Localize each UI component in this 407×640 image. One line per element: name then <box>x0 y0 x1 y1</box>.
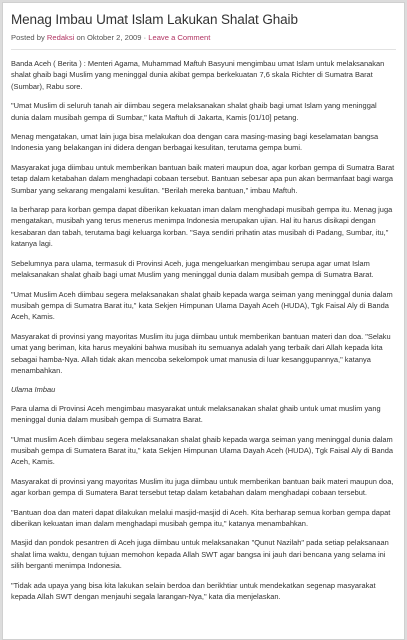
posted-by-prefix: Posted by <box>11 33 45 42</box>
article-container <box>2 2 405 640</box>
article-paragraph: "Umat Muslim Aceh diimbau segera melaksanakan shalat ghaib kepada warga seiman yang meninggal dunia dalam musibah gempa di Sumatra Barat itu," kata Sekjen Himpunan Ulama Dayah Aceh (HUDA), Tgk Faisal Aly di Banda Aceh, Kamis. <box>11 289 393 322</box>
title-divider <box>11 49 396 50</box>
post-date: on Oktober 2, 2009 <box>76 33 142 42</box>
article-paragraph: Ia berharap para korban gempa dapat diberikan kekuatan iman dalam menghadapi musibah gempa itu. Menag juga mengatakan, musibah yang terus menerus menimpa Indonesia merupakan ujian. Hal itu harus disikapi dengan kesabaran dan tabah, terutama bagi keluarga korban. "Saya sendiri prihatin atas musibah di Padang, Sumbar, itu," katanya lagi. <box>11 205 393 249</box>
article-paragraph: Masyarakat di provinsi yang mayoritas Muslim itu juga diimbau untuk memberikan bantuan materi dan doa. "Selaku umat yang beriman, kita harus meyakini bahwa musibah itu semuanya adalah yang terbaik dari Allah kepada kita sebagai hamba-Nya. Allah tidak akan mencoba sekelompok umat manusia di luar kesanggupannya," katanya menambahkan. <box>11 331 391 375</box>
author-link[interactable]: Redaksi <box>46 33 75 42</box>
article-paragraph: Masyarakat juga diimbau untuk memberikan bantuan baik materi maupun doa, agar korban gempa di Sumatra Barat tetap dalam ketabahan dalam menghadapi cobaan tersebut. Bantuan sebesar apa pun akan bermanfaat bagi warga Sumbar yang sekarang mengalami kesulitan. "Berilah mereka bantuan," imbau Maftuh. <box>11 162 395 195</box>
article-paragraph: "Umat muslim Aceh diimbau segera melaksanakan shalat ghaib kepada warga seiman yang meninggal dunia dalam musibah gempa di Sumatera Barat itu," kata Sekjen Himpunan Ulama Dayah Aceh (HUDA), Tgk Faisal Aly di Banda Aceh, Kamis. <box>11 434 393 467</box>
article-subheading: Ulama Imbau <box>11 385 56 395</box>
article-paragraph: Banda Aceh ( Berita ) : Menteri Agama, Muhammad Maftuh Basyuni mengimbau umat Islam untuk melaksanakan shalat ghaib bagi Muslim yang meninggal dunia akibat gempa berkekuatan 7,6 skala Richter di Sumatra Barat (Sumbar), Rabu sore. <box>11 59 385 91</box>
post-meta <box>11 33 396 43</box>
meta-separator: · <box>143 33 147 42</box>
article-paragraph: Sebelumnya para ulama, termasuk di Provinsi Aceh, juga mengeluarkan mengimbau serupa agar umat Islam melaksanakan shalat ghaib bagi umat Muslim yang meninggal dunia dalam musibah gempa di Sumatra Barat. <box>11 258 374 280</box>
article-body <box>11 58 396 602</box>
article-paragraph: "Tidak ada upaya yang bisa kita lakukan selain berdoa dan berikhtiar untuk mendekatkan segenap masyarakat kepada Allah SWT dengan menjauhi segala larangan-Nya," kata dia menjelaskan. <box>11 580 376 602</box>
article-paragraph: Masyarakat di provinsi yang mayoritas Muslim itu juga diimbau untuk memberikan bantuan baik materi maupun doa, agar korban gempa di Sumatera Barat tersebut tetap dalam ketabahan dalam menghadapi cobaan tersebut. <box>11 476 394 498</box>
article-paragraph: Menag mengatakan, umat lain juga bisa melakukan doa dengan cara masing-masing bagi keselamatan bangsa Indonesia yang belakangan ini didera dengan berbagai kesulitan, terutama gempa bumi. <box>11 132 379 153</box>
article-title: Menag Imbau Umat Islam Lakukan Shalat Ghaib <box>11 12 298 27</box>
article-paragraph: "Bantuan doa dan materi dapat dilakukan melalui masjid-masjid di Aceh. Kita berharap semua korban gempa dapat diberikan kekuatan iman dalam menghadapi musibah gempa itu," katanya menambahkan. <box>11 507 391 528</box>
article-paragraph: Para ulama di Provinsi Aceh mengimbau masyarakat untuk melaksanakan shalat ghaib untuk umat muslim yang meninggal dunia dalam musibah gempa di Sumatra Barat. <box>11 403 381 425</box>
article-paragraph: "Umat Muslim di seluruh tanah air diimbau segera melaksanakan shalat ghaib bagi umat Islam yang meninggal dunia dalam musibah gempa di Sumbar," kata Maftuh di Jakarta, Kamis [01/10] petang. <box>11 101 377 122</box>
article-paragraph: Masjid dan pondok pesantren di Aceh juga diimbau untuk melaksanakan "Qunut Nazilah" pada setiap pelaksanaan shalat lima waktu, dengan tujuan memohon kepada Allah SWT agar bangsa ini jauh dari bencana yang selama ini silih berganti menimpa Indonesia. <box>11 538 389 571</box>
leave-comment-link[interactable]: Leave a Comment <box>148 33 211 42</box>
